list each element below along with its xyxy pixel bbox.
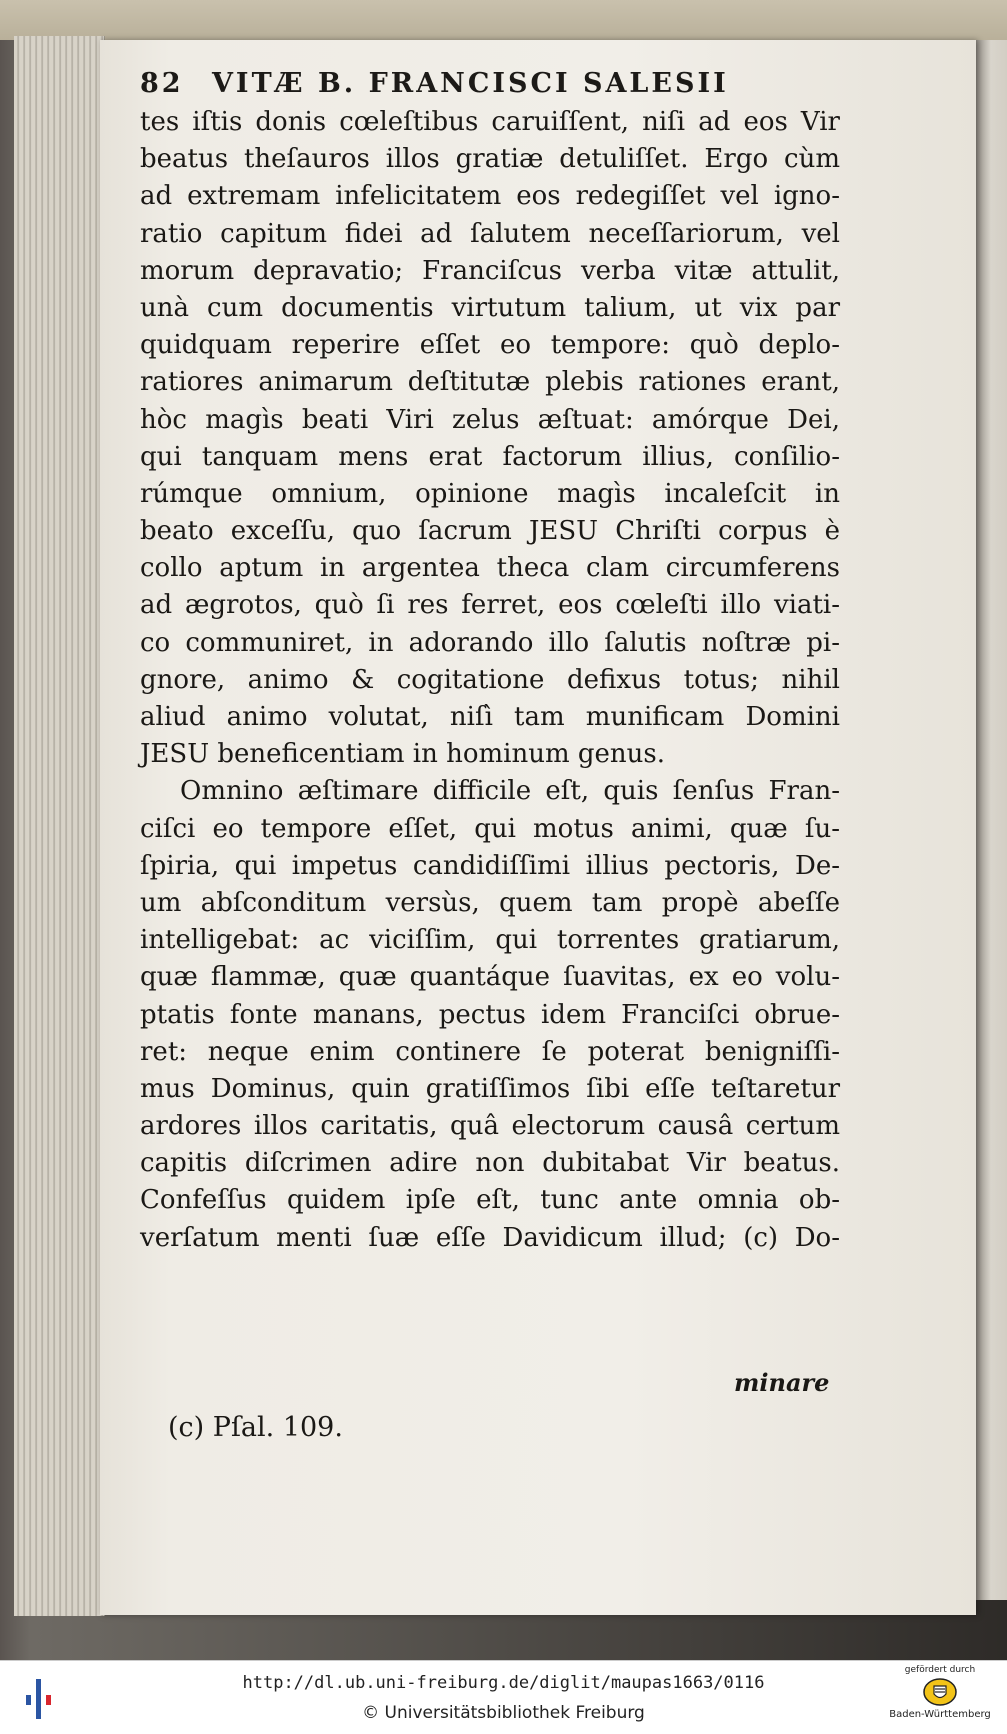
text-line: um abſconditum versùs, quem tam propè abeſſe <box>140 887 840 918</box>
text-line: Omnino æſtimare difficile eſt, quis ſenſus Fran- <box>180 776 840 807</box>
text-line: co communiret, in adorando illo ſalutis noſtræ pi- <box>140 627 840 658</box>
document-url[interactable]: http://dl.ub.uni-freiburg.de/diglit/maupas1663/0116 <box>242 1673 765 1693</box>
coat-of-arms-icon <box>922 1677 958 1707</box>
text-line: capitis diſcrimen adire non dubitabat Vir beatus. <box>140 1148 840 1179</box>
text-line: ciſci eo tempore eſſet, qui motus animi, quæ ſu- <box>140 813 840 844</box>
text-line: ptatis fonte manans, pectus idem Franciſci obrue- <box>140 999 840 1030</box>
text-line: ad ægrotos, quò ſi res ferret, eos cœleſti illo viati- <box>140 590 840 621</box>
text-line: ratio capitum fidei ad ſalutem neceſſariorum, vel <box>140 218 840 249</box>
text-line: gnore, animo & cogitatione defixus totus; nihil <box>140 664 840 695</box>
text-line: tes iſtis donis cœleſtibus caruiſſent, niſi ad eos Vir <box>140 107 840 137</box>
page-number: 82 <box>140 68 184 99</box>
text-line: JESU beneficentiam in hominum genus. <box>140 739 666 770</box>
facing-page-edge <box>975 40 1007 1600</box>
viewer-footer <box>0 1660 1007 1734</box>
text-line: quidquam reperire eſſet eo tempore: quò deplo- <box>140 330 840 361</box>
text-line: collo aptum in argentea theca clam circumferens <box>140 553 840 584</box>
body-text <box>140 104 840 1257</box>
text-line: unà cum documentis virtutum talium, ut vix par <box>140 292 840 323</box>
text-line: morum depravatio; Franciſcus verba vitæ attulit, <box>140 255 840 286</box>
text-line: ret: neque enim continere ſe poterat benigniſſi- <box>140 1036 840 1067</box>
catchword: minare <box>734 1368 830 1397</box>
text-line: intelligebat: ac viciſſim, qui torrentes gratiarum, <box>140 925 840 956</box>
text-line: hòc magìs beati Viri zelus æſtuat: amórque Dei, <box>140 404 840 435</box>
text-line: ſpiria, qui impetus candidiſſimi illius pectoris, De- <box>140 850 840 881</box>
text-line: quæ flammæ, quæ quantáque ſuavitas, ex eo volu- <box>140 962 840 993</box>
text-line: ratiores animarum deſtitutæ plebis rationes erant, <box>140 367 840 398</box>
text-line: verſatum menti ſuæ eſſe Davidicum illud; (c) Do- <box>140 1222 840 1253</box>
sponsor-name: Baden-Württemberg <box>889 1709 991 1720</box>
text-line: qui tanquam mens erat factorum illius, conſilio- <box>140 441 840 472</box>
book-top-edge <box>0 0 1007 40</box>
text-line: beato exceſſu, quo ſacrum JESU Chriſti corpus è <box>140 516 840 547</box>
text-line: beatus theſauros illos gratiæ detuliſſet. Ergo cùm <box>140 144 840 175</box>
text-line: ad extremam infelicitatem eos redegiſſet vel igno- <box>140 181 840 212</box>
text-line: mus Dominus, quin gratiſſimos ſibi eſſe teſtaretur <box>140 1073 840 1104</box>
text-line: aliud animo volutat, niſì tam munificam Domini <box>140 702 840 732</box>
running-title: VITÆ B. FRANCISCI SALESII <box>211 68 729 99</box>
footnote: (c) Pſal. 109. <box>168 1412 343 1443</box>
sponsor-badge <box>885 1665 995 1731</box>
running-head <box>140 68 729 99</box>
sponsor-caption: gefördert durch <box>904 1665 976 1675</box>
text-line: Confeſſus quidem ipſe eſt, tunc ante omnia ob- <box>140 1185 840 1216</box>
page-edges <box>14 36 105 1616</box>
text-line: rúmque omnium, opinione magìs incaleſcit in <box>140 478 840 509</box>
copyright-notice: © Universitätsbibliothek Freiburg <box>362 1703 645 1723</box>
text-line: ardores illos caritatis, quâ electorum causâ certum <box>140 1111 840 1142</box>
